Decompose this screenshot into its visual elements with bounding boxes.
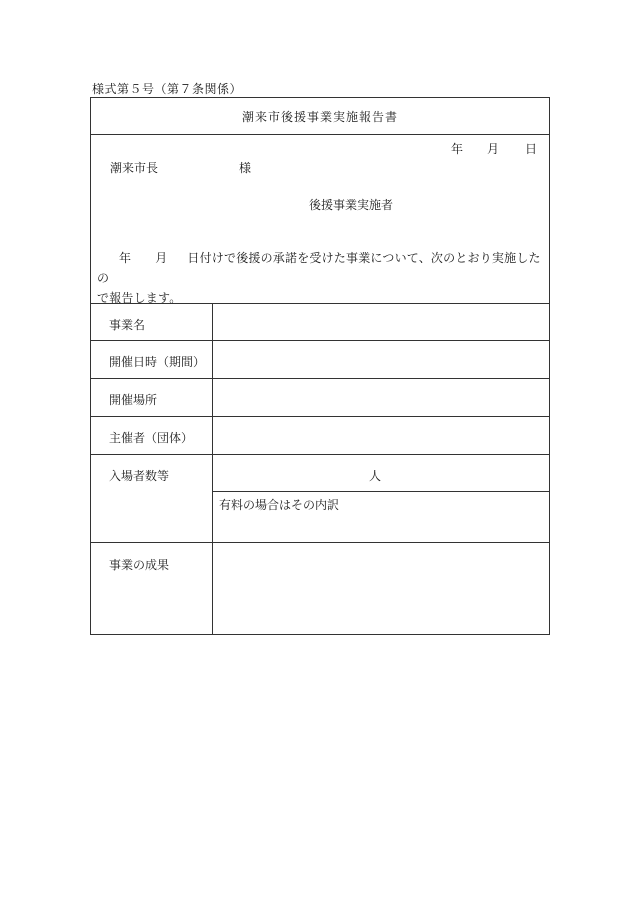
row-divider [91,542,549,543]
row-divider [91,340,549,341]
row-divider [91,378,549,379]
implementer-label: 後援事業実施者 [309,198,394,212]
paid-breakdown-note: 有料の場合はその内訳 [219,498,340,512]
date-month-label: 月 [487,142,500,156]
row-divider [91,454,549,455]
date-day-label: 日 [525,142,538,156]
row-label-event-name: 事業名 [109,318,146,332]
table-top-border [91,303,549,304]
row-label-results: 事業の成果 [109,558,170,572]
table-column-divider [212,303,213,634]
row-divider [91,416,549,417]
form-title-text: 潮来市後援事業実施報告書 [241,109,398,124]
report-table [91,303,549,634]
statement-month: 月 [155,251,168,265]
statement-year: 年 [119,251,132,265]
form-number: 様式第５号（第７条関係） [92,82,243,96]
attendance-subdivider [212,491,549,492]
form-title [91,98,549,135]
report-form [90,97,550,635]
row-label-organizer: 主催者（団体） [109,431,194,445]
statement-line1: 日付けで後援の承諾を受けた事業について、次のとおり実施したの [97,251,541,285]
honorific: 様 [239,161,252,175]
addressee: 潮来市長 [110,161,159,175]
statement-line2: で報告します。 [97,291,182,305]
row-label-event-datetime: 開催日時（期間） [109,355,206,369]
row-label-event-venue: 開催場所 [109,393,158,407]
report-statement [97,248,543,308]
row-label-attendance: 入場者数等 [109,469,170,483]
date-year-label: 年 [451,142,464,156]
attendance-unit: 人 [369,469,382,483]
